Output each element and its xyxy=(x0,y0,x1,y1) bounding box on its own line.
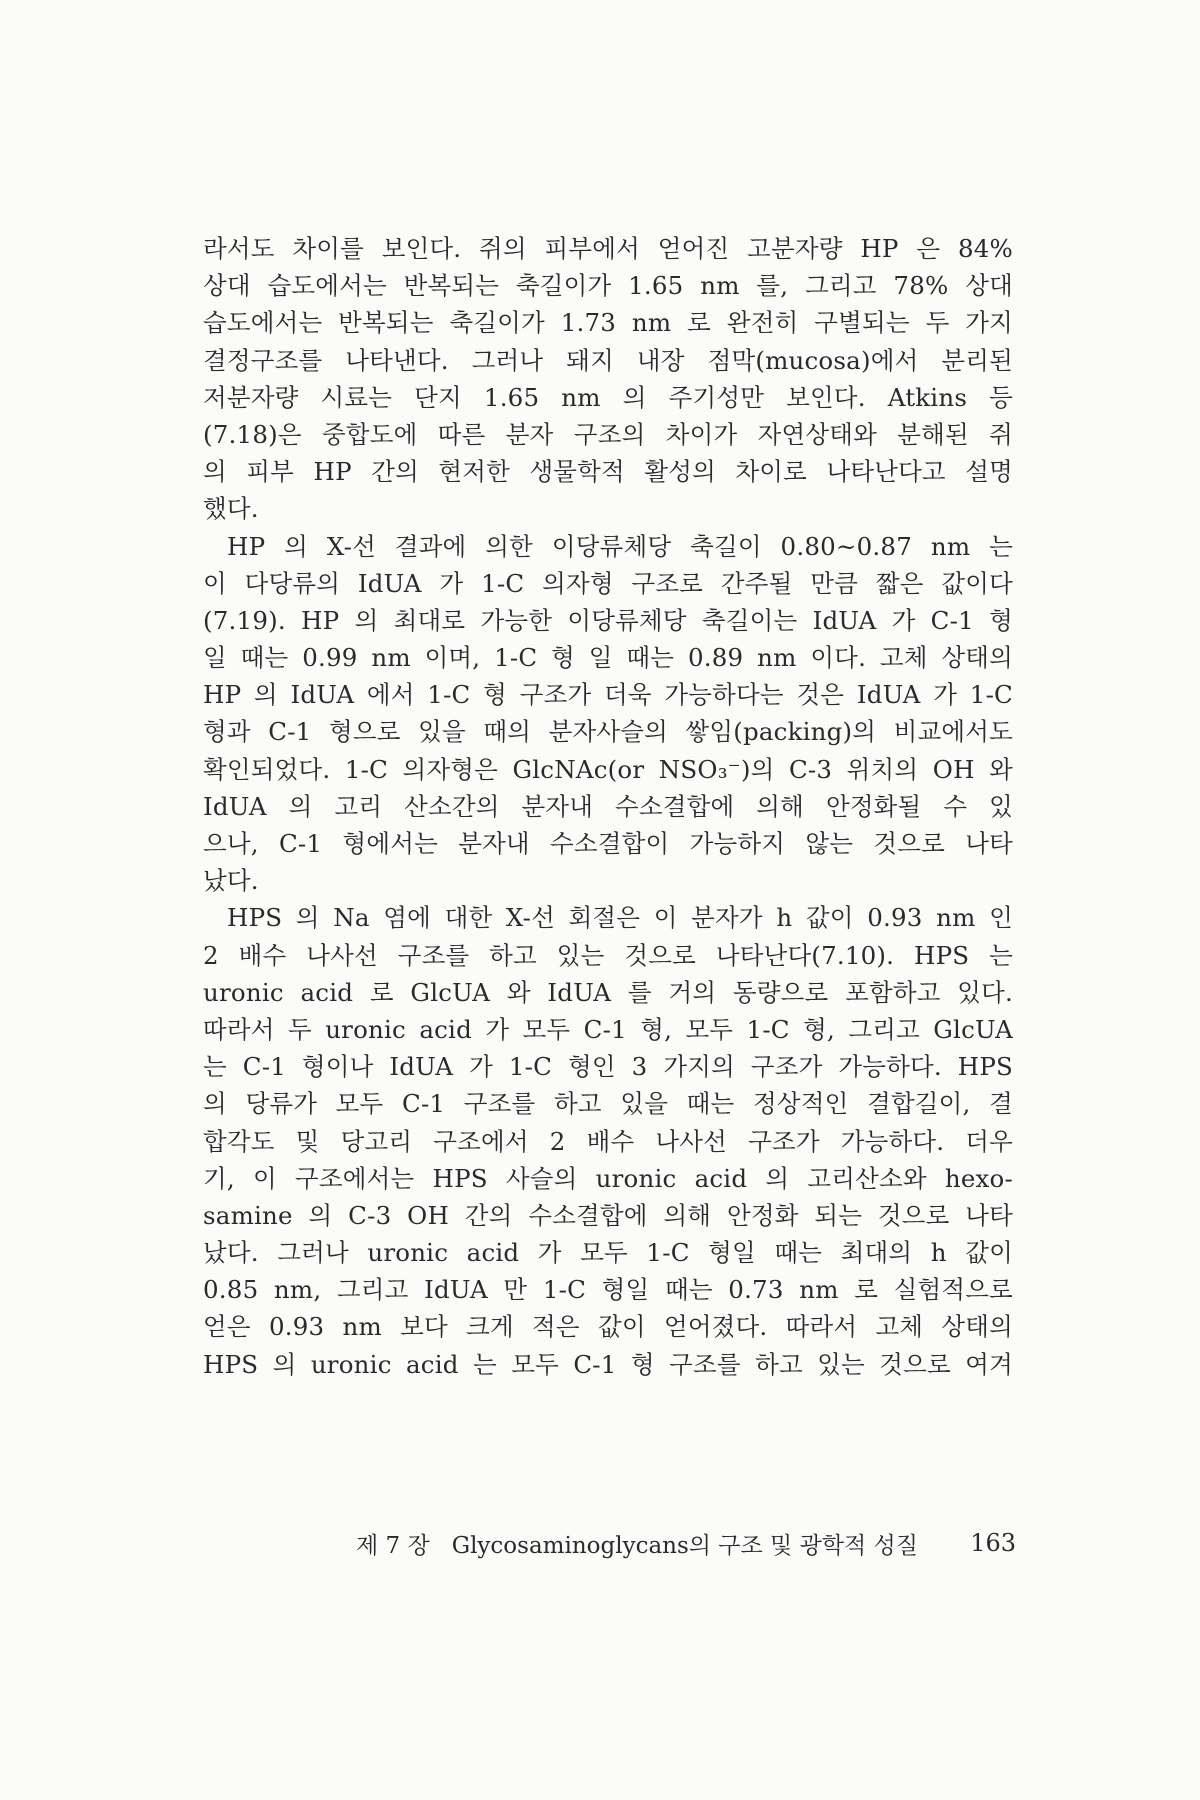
text-line: 형과 C-1 형으로 있을 때의 분자사슬의 쌓임(packing)의 비교에서도 xyxy=(203,717,1013,747)
text-line: 기, 이 구조에서는 HPS 사슬의 uronic acid 의 고리산소와 hexo- xyxy=(203,1163,1013,1193)
text-line: 했다. xyxy=(203,494,259,524)
text-line: 으나, C-1 형에서는 분자내 수소결합이 가능하지 않는 것으로 나타 xyxy=(203,829,1013,858)
text-line: 저분자량 시료는 단지 1.65 nm 의 주기성만 보인다. Atkins 등 xyxy=(203,382,1013,412)
text-line: 얻은 0.93 nm 보다 크게 적은 값이 얻어졌다. 따라서 고체 상태의 xyxy=(203,1312,1013,1342)
text-line: HPS 의 uronic acid 는 모두 C-1 형 구조를 하고 있는 것으로 여겨 xyxy=(203,1349,1013,1379)
text-line: 결정구조를 나타낸다. 그러나 돼지 내장 점막(mucosa)에서 분리된 xyxy=(203,345,1013,375)
text-line: 라서도 차이를 보인다. 쥐의 피부에서 얻어진 고분자량 HP 은 84% xyxy=(203,234,1013,263)
text-line: 이 다당류의 IdUA 가 1-C 의자형 구조로 간주될 만큼 짧은 값이다 xyxy=(203,568,1013,598)
text-line: 났다. 그러나 uronic acid 가 모두 1-C 형일 때는 최대의 h 값이 xyxy=(203,1238,1013,1268)
text-line: HP 의 X-선 결과에 의한 이당류체당 축길이 0.80~0.87 nm 는 xyxy=(227,531,1013,561)
chapter-label: 제 7 장 xyxy=(356,1532,430,1559)
text-line: HPS 의 Na 염에 대한 X-선 회절은 이 분자가 h 값이 0.93 nm 인 xyxy=(227,903,1013,933)
text-line: 났다. xyxy=(203,866,259,896)
text-line: 의 당류가 모두 C-1 구조를 하고 있을 때는 정상적인 결합길이, 결 xyxy=(203,1089,1013,1119)
text-line: 합각도 및 당고리 구조에서 2 배수 나사선 구조가 가능하다. 더우 xyxy=(203,1126,1013,1156)
text-line: (7.19). HP 의 최대로 가능한 이당류체당 축길이는 IdUA 가 C-1 형 xyxy=(203,605,1013,635)
text-line: uronic acid 로 GlcUA 와 IdUA 를 거의 동량으로 포함하고 있다. xyxy=(203,977,1013,1007)
page-number: 163 xyxy=(970,1529,1016,1557)
body-text xyxy=(203,230,1013,1383)
text-line: HP 의 IdUA 에서 1-C 형 구조가 더욱 가능하다는 것은 IdUA 가 1-C xyxy=(203,680,1013,710)
text-line: 습도에서는 반복되는 축길이가 1.73 nm 로 완전히 구별되는 두 가지 xyxy=(203,308,1013,338)
text-line: samine 의 C-3 OH 간의 수소결합에 의해 안정화 되는 것으로 나타 xyxy=(203,1200,1013,1230)
text-line: 따라서 두 uronic acid 가 모두 C-1 형, 모두 1-C 형, 그리고 GlcUA xyxy=(203,1014,1013,1044)
text-line: 일 때는 0.99 nm 이며, 1-C 형 일 때는 0.89 nm 이다. 고체 상태의 xyxy=(203,643,1013,673)
text-line: 는 C-1 형이나 IdUA 가 1-C 형인 3 가지의 구조가 가능하다. HPS xyxy=(203,1052,1013,1082)
text-line: 0.85 nm, 그리고 IdUA 만 1-C 형일 때는 0.73 nm 로 실험적으로 xyxy=(203,1275,1013,1305)
text-line: 확인되었다. 1-C 의자형은 GlcNAc(or NSO₃⁻)의 C-3 위치의 OH 와 xyxy=(203,754,1013,784)
page-footer xyxy=(356,1523,1016,1563)
text-line: (7.18)은 중합도에 따른 분자 구조의 차이가 자연상태와 분해된 쥐 xyxy=(203,419,1013,449)
text-line: 의 피부 HP 간의 현저한 생물학적 활성의 차이로 나타난다고 설명 xyxy=(203,457,1013,487)
chapter-title: Glycosaminoglycans의 구조 및 광학적 성질 xyxy=(451,1532,918,1559)
text-line: IdUA 의 고리 산소간의 분자내 수소결합에 의해 안정화될 수 있 xyxy=(203,791,1013,821)
text-line: 2 배수 나사선 구조를 하고 있는 것으로 나타난다(7.10). HPS 는 xyxy=(203,940,1013,970)
text-line: 상대 습도에서는 반복되는 축길이가 1.65 nm 를, 그리고 78% 상대 xyxy=(203,271,1013,301)
